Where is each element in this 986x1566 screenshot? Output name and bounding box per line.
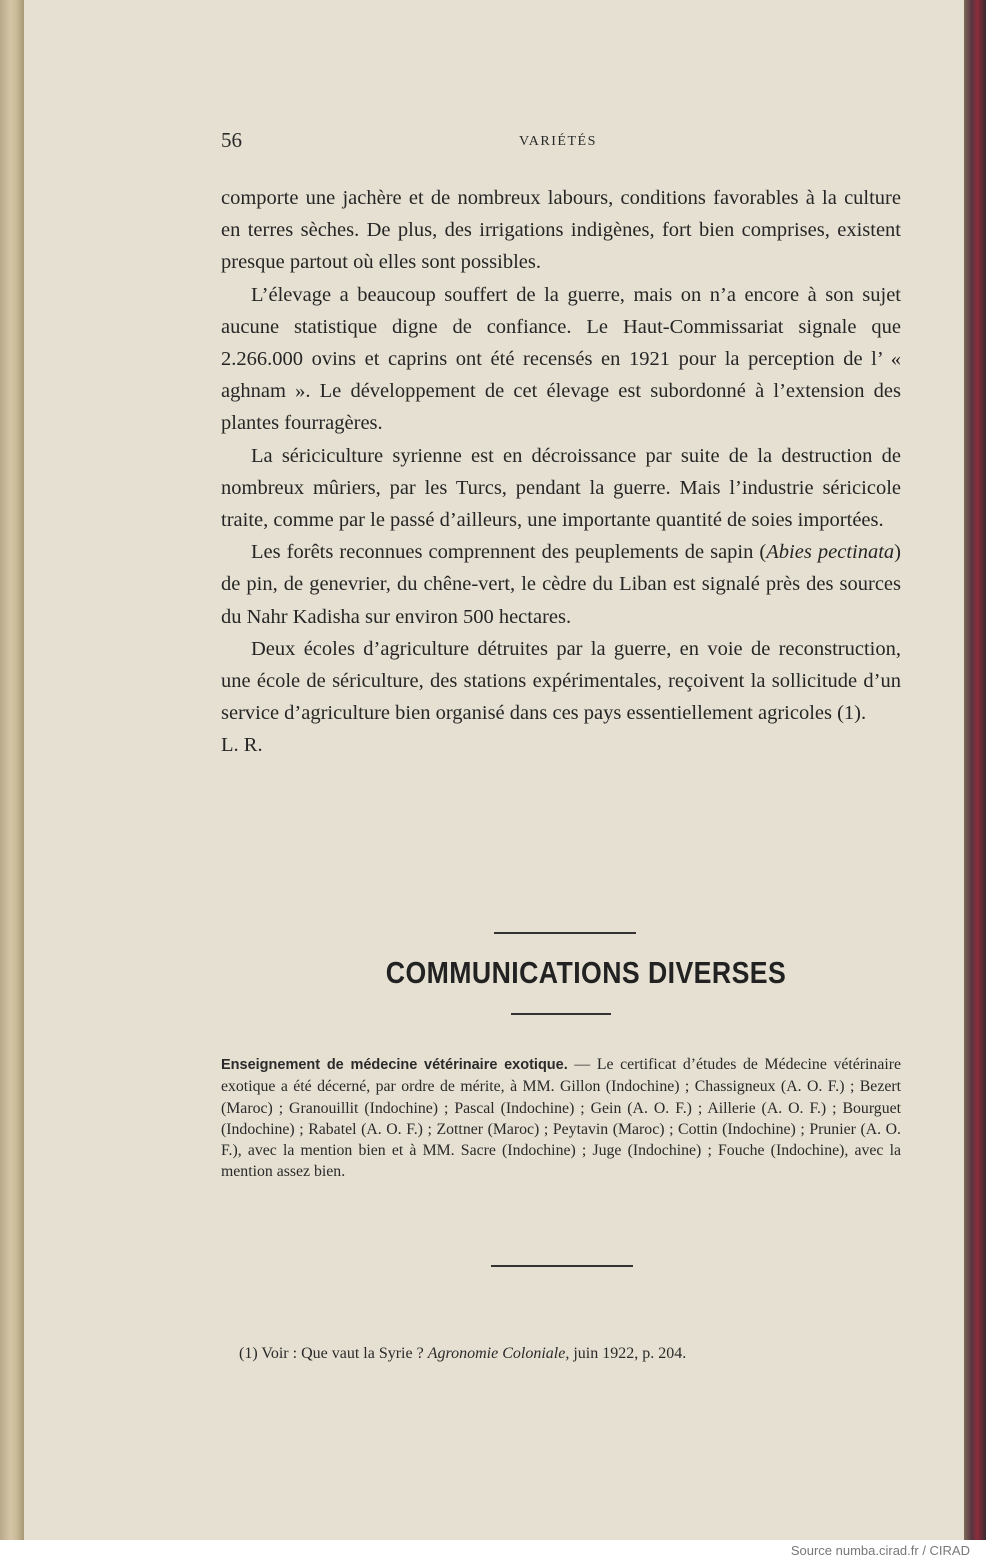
paper-sheet: [24, 0, 964, 1540]
footnote: [239, 1345, 939, 1363]
running-header: [24, 128, 964, 160]
paragraph-sericulture: La sériciculture syrienne est en décroissance par suite de la destruction de nombreux mûriers, par les Turcs, pendant la guerre. Mais l’industrie séricicole traite, comme par le passé d’ailleurs, une importante quantité de soies importées.: [221, 444, 901, 532]
section-title: COMMUNICATIONS DIVERSES: [385, 955, 787, 990]
paragraph-forests: [221, 536, 901, 633]
author-signature: L. R.: [221, 734, 263, 757]
forest-species-italic: Abies pectinata: [766, 541, 895, 564]
communication-paragraph: [221, 1054, 901, 1183]
book-edge-left: [0, 0, 24, 1540]
book-edge-right: [964, 0, 986, 1540]
divider-rule-title: [511, 1013, 611, 1015]
footnote-italic: Agronomie Coloniale,: [427, 1345, 570, 1362]
paragraph-livestock: L’élevage a beaucoup souffert de la guerre, mais on n’a encore à son sujet aucune statistique digne de confiance. Le Haut-Commissariat signale que 2.266.000 ovins et caprins ont été recensés en 1921 pour la perception de l’ « aghnam ». Le développement de cet élevage est subordonné à l’extension des plantes fourragères.: [221, 283, 901, 435]
running-title: VARIÉTÉS: [519, 134, 597, 149]
page-number: 56: [221, 128, 242, 152]
forest-text-after: ) de pin, de genevrier, du chêne-vert, le cèdre du Liban est signalé près des sources du Nahr Kadisha sur environ 500 hectares.: [221, 541, 901, 628]
communication-lead: Enseignement de médecine vétérinaire exotique.: [221, 1057, 568, 1073]
footnote-text-after: juin 1922, p. 204.: [569, 1345, 687, 1362]
source-credit: Source numba.cirad.fr / CIRAD: [790, 1543, 970, 1558]
article-body: [221, 182, 901, 762]
paragraph-irrigation: comporte une jachère et de nombreux labours, conditions favorables à la culture en terres sèches. De plus, des irrigations indigènes, fort bien comprises, existent presque partout où elles sont possibles.: [221, 187, 901, 274]
forest-text-before: Les forêts reconnues comprennent des peuplements de sapin (: [251, 541, 767, 564]
footnote-text-before: (1) Voir : Que vaut la Syrie ?: [239, 1345, 428, 1362]
divider-rule-bottom: [491, 1265, 633, 1267]
divider-rule-top: [494, 932, 636, 934]
paragraph-schools: Deux écoles d’agriculture détruites par la guerre, en voie de reconstruction, une école de sériculture, des stations expérimentales, reçoivent la sollicitude d’un service d’agriculture bien organisé dans ces pays essentiellement agricoles (1).: [221, 637, 901, 725]
communication-text: — Le certificat d’études de Médecine vétérinaire exotique a été décerné, par ordre de mérite, à MM. Gillon (Indochine) ; Chassigneux (A. O. F.) ; Bezert (Maroc) ; Granouillit (Indochine) ; Pascal (Indochine) ; Gein (A. O. F.) ; Aillerie (A. O. F.) ; Bourguet (Indochine) ; Rabatel (A. O. F.) ; Zottner (Maroc) ; Peytavin (Maroc) ; Cottin (Indochine) ; Prunier (A. O. F.), avec la mention bien et à MM. Sacre (Indochine) ; Juge (Indochine) ; Fouche (Indochine), avec la mention assez bien.: [221, 1056, 901, 1181]
